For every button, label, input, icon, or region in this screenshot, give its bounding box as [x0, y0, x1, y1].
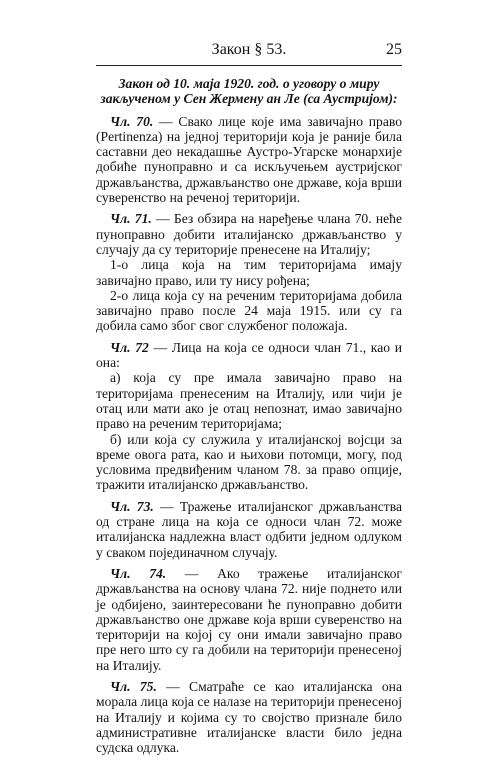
page-header [96, 40, 402, 60]
article-70 [96, 114, 402, 206]
article-number: Чл. 71. [110, 211, 152, 227]
article-text: — Сматраће се као италијанска она морала лица која се налазе на територији пренесеној на Италију и којима су то својство признале било административне италијанске власти било једна судска одлука. [96, 678, 402, 756]
article-72-item-b: б) или која су служила у италијанској војсци за време овога рата, као и њихови потомци, могу, под условима предвиђеним чланом 78. за право опције, тражити италијанско држављанство. [96, 431, 402, 493]
article-number: Чл. 75. [110, 678, 157, 694]
law-title: Закон од 10. маја 1920. год. о уговору о миру закљученом у Сен Жермену ан Ле (са Аустријом): [100, 76, 398, 107]
article-75 [96, 679, 402, 755]
article-71-item-1: 1-о лица која на тим територијама имају завичајно право, или ту нису рођена; [96, 257, 402, 288]
running-title: Закон § 53. [211, 41, 287, 58]
article-number: Чл. 73. [110, 498, 154, 514]
article-72-item-a: а) која су пре имала завичајно право на територијама пренесеним на Италију, или чији је отац или мати ако је отац непознат, имао завичајно право на реченим територијама; [96, 370, 402, 432]
article-number: Чл. 74. [110, 565, 167, 581]
article-74 [96, 566, 402, 673]
article-73 [96, 499, 402, 560]
article-text: — Без обзира на наређење члана 70. неће пуноправно добити италијанско држављанство у случају да су територије пренесене на Италију; [96, 211, 402, 257]
article-text: — Лица на која се односи члан 71., као и она: [96, 339, 402, 371]
article-71-item-2: 2-о лица која су на реченим територијама добила завичајно право после 24 маја 1915. или су га добила само због свог службеног положаја. [96, 287, 402, 334]
page-body [96, 76, 402, 761]
page-number: 25 [386, 41, 402, 58]
article-number: Чл. 72 [110, 339, 149, 355]
header-rule [96, 65, 402, 66]
article-text: — Тражење италијанског држављанства од стране лица на која се односи члан 72. може италијанска надлежна власт одбити једном одлуком у сваком појединачном случају. [96, 498, 402, 560]
article-text: — Свако лице које има завичајно право (Pertinenza) на једној територији која је раније била саставни део некадашње Аустро-Угарске монархије добиће пуноправно и са искључењем аустријског држављанства, држављанство оне државе, која врши суверенство на реченој територији. [96, 113, 402, 206]
article-72 [96, 340, 402, 371]
article-number: Чл. 70. [110, 113, 154, 129]
article-71 [96, 211, 402, 257]
article-text: — Ако тражење италијанског држављанства на основу члана 72. није поднето или је одбијено, заинтересовани ће пуноправно добити држављанство оне државе која врши суверенство на територији на којој су они имали завичајно право пре него што су га добили на територији пренесеној на Италију. [96, 565, 403, 673]
